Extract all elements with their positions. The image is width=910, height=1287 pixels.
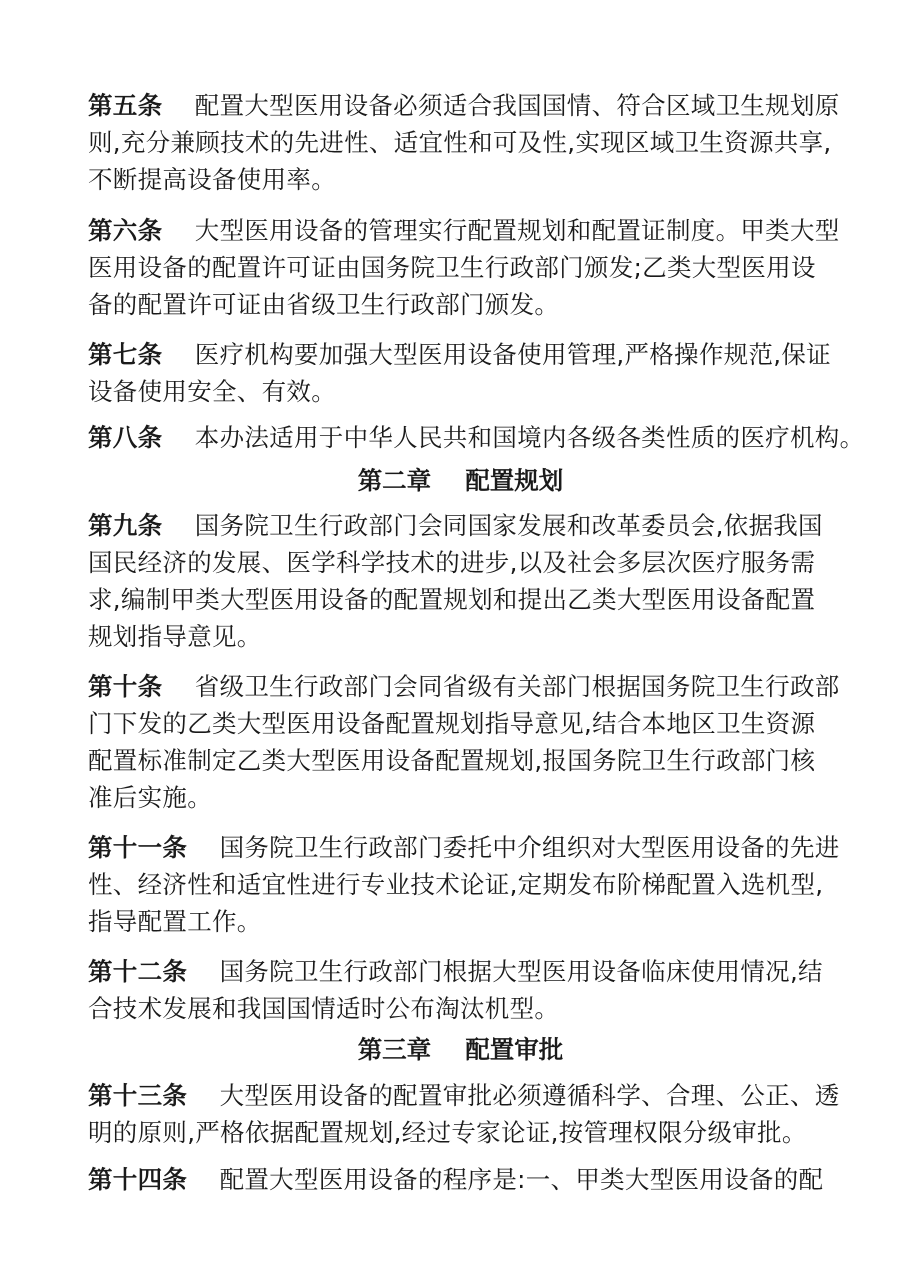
- article-7-line-2: 设备使用安全、有效。: [88, 377, 336, 406]
- article-12-line-2: 合技术发展和我国国情适时公布淘汰机型。: [88, 994, 560, 1023]
- article-7-line-1: [88, 337, 831, 372]
- article-label: 第八条: [88, 423, 163, 452]
- article-10-line-4: 准后实施。: [88, 783, 212, 812]
- article-text: 医疗机构要加强大型医用设备使用管理,严格操作规范,保证: [194, 340, 831, 369]
- article-text: 配置大型医用设备的程序是:一、甲类大型医用设备的配: [219, 1165, 824, 1194]
- article-label: 第六条: [88, 216, 163, 245]
- article-5-line-3: 不断提高设备使用率。: [88, 165, 336, 194]
- article-6-line-2: 医用设备的配置许可证由国务院卫生行政部门颁发;乙类大型医用设: [88, 253, 816, 282]
- article-text: 大型医用设备的管理实行配置规划和配置证制度。甲类大型: [194, 216, 840, 245]
- article-6-line-3: 备的配置许可证由省级卫生行政部门颁发。: [88, 290, 560, 319]
- article-10-line-2: 门下发的乙类大型医用设备配置规划指导意见,结合本地区卫生资源: [88, 709, 816, 738]
- article-14-line-1: [88, 1162, 823, 1197]
- article-8-line-1: [88, 420, 864, 455]
- article-text: 国务院卫生行政部门委托中介组织对大型医用设备的先进: [219, 833, 840, 862]
- chapter-number: 第二章: [357, 466, 432, 495]
- article-label: 第十一条: [88, 833, 188, 862]
- article-9-line-2: 国民经济的发展、医学科学技术的进步,以及社会多层次医疗服务需: [88, 548, 816, 577]
- article-13-line-2: 明的原则,严格依据配置规划,经过专家论证,按管理权限分级审批。: [88, 1118, 807, 1147]
- article-text: 配置大型医用设备必须适合我国国情、符合区域卫生规划原: [194, 91, 840, 120]
- article-label: 第十三条: [88, 1081, 188, 1110]
- article-9-line-3: 求,编制甲类大型医用设备的配置规划和提出乙类大型医用设备配置: [88, 585, 816, 614]
- article-11-line-1: [88, 830, 840, 865]
- article-label: 第十四条: [88, 1165, 188, 1194]
- article-11-line-2: 性、经济性和适宜性进行专业技术论证,定期发布阶梯配置入选机型,: [88, 870, 824, 899]
- article-label: 第十二条: [88, 957, 188, 986]
- chapter-number: 第三章: [357, 1035, 432, 1064]
- chapter-heading-2: [88, 463, 833, 498]
- article-text: 国务院卫生行政部门会同国家发展和改革委员会,依据我国: [194, 511, 823, 540]
- chapter-title: 配置审批: [465, 1035, 564, 1064]
- article-10-line-1: [88, 669, 840, 704]
- article-label: 第七条: [88, 340, 163, 369]
- article-13-line-1: [88, 1078, 840, 1113]
- article-5-line-1: [88, 88, 840, 123]
- article-5-line-2: 则,充分兼顾技术的先进性、适宜性和可及性,实现区域卫生资源共享,: [88, 128, 832, 157]
- article-9-line-1: [88, 508, 823, 543]
- chapter-heading-3: [88, 1032, 833, 1067]
- article-text: 本办法适用于中华人民共和国境内各级各类性质的医疗机构。: [194, 423, 865, 452]
- article-text: 国务院卫生行政部门根据大型医用设备临床使用情况,结: [219, 957, 823, 986]
- article-text: 大型医用设备的配置审批必须遵循科学、合理、公正、透: [219, 1081, 840, 1110]
- article-label: 第十条: [88, 672, 163, 701]
- article-11-line-3: 指导配置工作。: [88, 907, 262, 936]
- article-text: 省级卫生行政部门会同省级有关部门根据国务院卫生行政部: [194, 672, 840, 701]
- article-label: 第九条: [88, 511, 163, 540]
- article-9-line-4: 规划指导意见。: [88, 622, 262, 651]
- chapter-title: 配置规划: [465, 466, 564, 495]
- article-6-line-1: [88, 213, 840, 248]
- article-12-line-1: [88, 954, 823, 989]
- article-label: 第五条: [88, 91, 163, 120]
- article-10-line-3: 配置标准制定乙类大型医用设备配置规划,报国务院卫生行政部门核: [88, 746, 816, 775]
